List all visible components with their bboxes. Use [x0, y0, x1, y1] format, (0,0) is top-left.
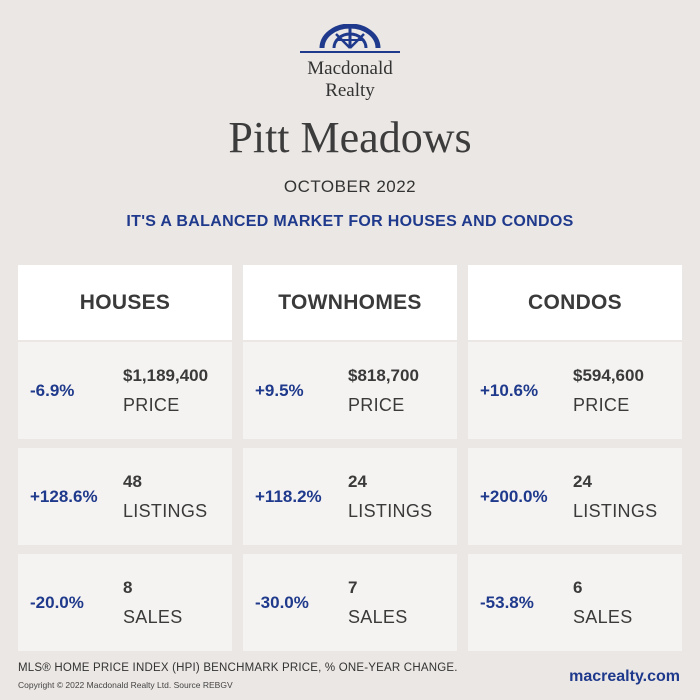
listings-change: +118.2% — [255, 486, 322, 506]
hpi-footnote: MLS® HOME PRICE INDEX (HPI) BENCHMARK PRICE, % ONE-YEAR CHANGE. — [18, 662, 458, 674]
sales-value: 7 — [348, 578, 358, 597]
website-link[interactable]: macrealty.com — [569, 668, 680, 685]
price-change: +10.6% — [480, 380, 539, 400]
column-title: TOWNHOMES — [243, 265, 457, 340]
macdonald-realty-arch-icon — [300, 24, 400, 54]
price-value: $594,600 — [573, 366, 644, 385]
column-condos — [468, 265, 682, 627]
listings-value: 24 — [573, 472, 592, 491]
report-month: OCTOBER 2022 — [283, 177, 417, 196]
sales-change: -30.0% — [255, 592, 309, 612]
column-title: CONDOS — [468, 265, 682, 340]
sales-label: SALES — [348, 607, 408, 627]
sales-card — [243, 554, 457, 651]
sales-change: -53.8% — [480, 592, 534, 612]
sales-card — [468, 554, 682, 651]
listings-label: LISTINGS — [573, 501, 658, 521]
listings-change: +200.0% — [480, 486, 548, 506]
brand-name-line1: Macdonald — [307, 58, 393, 79]
listings-card — [243, 448, 457, 545]
price-value: $818,700 — [348, 366, 419, 385]
sales-value: 6 — [573, 578, 583, 597]
listings-card — [18, 448, 232, 545]
brand-name-line2: Realty — [325, 80, 375, 101]
sales-value: 8 — [123, 578, 133, 597]
price-label: PRICE — [123, 395, 180, 415]
listings-label: LISTINGS — [348, 501, 433, 521]
listings-card — [468, 448, 682, 545]
listings-change: +128.6% — [30, 486, 98, 506]
copyright-text: Copyright © 2022 Macdonald Realty Ltd. Source REBGV — [18, 680, 233, 690]
price-change: +9.5% — [255, 380, 304, 400]
listings-label: LISTINGS — [123, 501, 208, 521]
city-title: Pitt Meadows — [228, 113, 472, 162]
price-label: PRICE — [348, 395, 405, 415]
price-card — [18, 342, 232, 439]
sales-label: SALES — [573, 607, 633, 627]
column-townhomes — [243, 265, 457, 627]
sales-card — [18, 554, 232, 651]
column-title: HOUSES — [18, 265, 232, 340]
market-headline: IT'S A BALANCED MARKET FOR HOUSES AND CONDOS — [126, 213, 574, 230]
sales-label: SALES — [123, 607, 183, 627]
price-change: -6.9% — [30, 380, 75, 400]
price-card — [243, 342, 457, 439]
price-card — [468, 342, 682, 439]
brand-logo — [0, 24, 700, 102]
sales-change: -20.0% — [30, 592, 84, 612]
column-houses — [18, 265, 232, 627]
listings-value: 48 — [123, 472, 142, 491]
price-value: $1,189,400 — [123, 366, 209, 385]
price-label: PRICE — [573, 395, 630, 415]
listings-value: 24 — [348, 472, 367, 491]
brand-name — [0, 58, 700, 102]
